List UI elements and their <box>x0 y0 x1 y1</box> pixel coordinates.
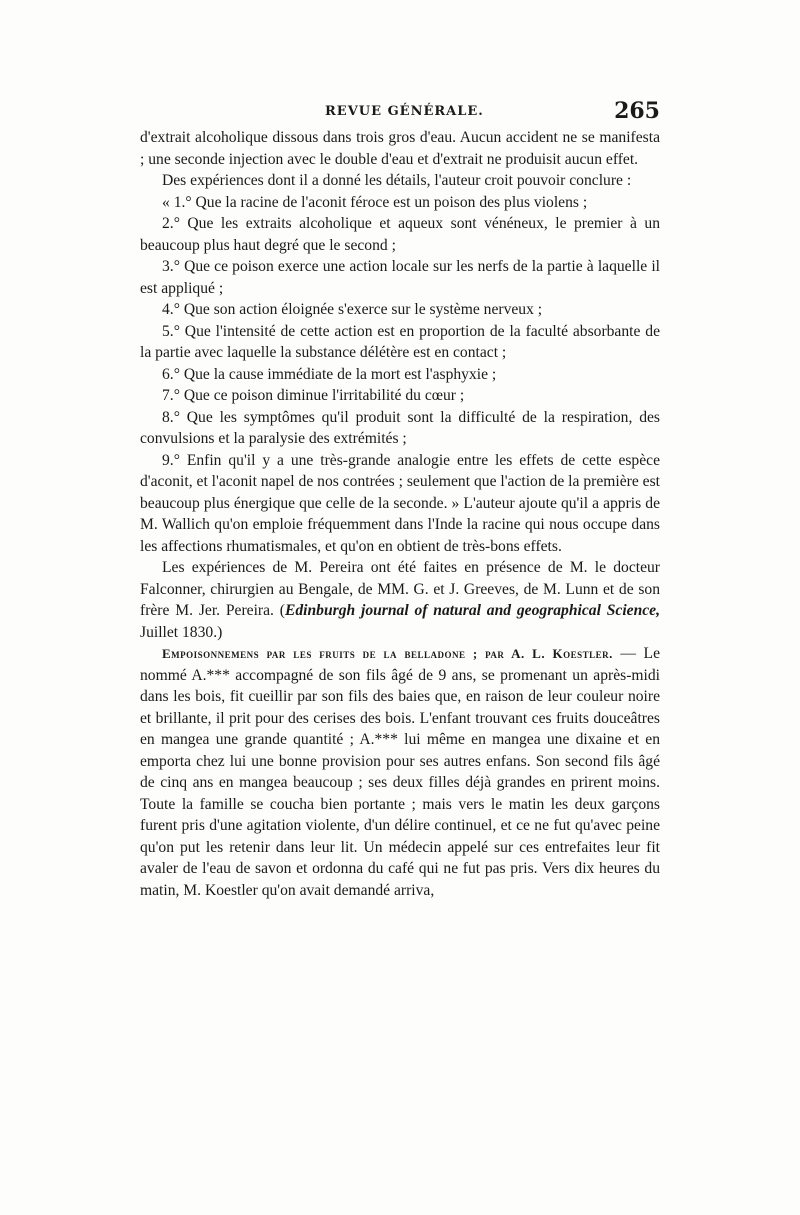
conclusion-item: 9.° Enfin qu'il y a une très-grande analogie entre les effets de cette espèce d'aconit, et l'aconit napel de nos contrées ; seulement que l'action de la première est beaucoup plus énergique que celle de la seconde. » L'auteur ajoute qu'il a appris de M. Wallich qu'on emploie fréquemment dans l'Inde la racine qui nous occupe dans les affections rhumatismales, et qu'on en obtient de très-bons effets. <box>140 451 660 555</box>
conclusion-item: 6.° Que la cause immédiate de la mort est l'asphyxie ; <box>162 365 497 383</box>
paragraph <box>140 643 660 901</box>
conclusion-item: « 1.° Que la racine de l'aconit féroce est un poison des plus violens ; <box>162 193 588 211</box>
citation-date: Juillet 1830.) <box>140 623 223 641</box>
conclusion-item: 4.° Que son action éloignée s'exerce sur le système nerveux ; <box>162 301 543 318</box>
page-header <box>140 98 660 128</box>
paragraph: d'extrait alcoholique dissous dans trois gros d'eau. Aucun accident ne se manifesta ; une seconde injection avec le double d'eau et d'extrait ne produisit aucun effet. <box>140 129 660 168</box>
citation-text: Les expériences de M. Pereira ont été faites en présence de M. le docteur Falconner, chirurgien au Bengale, de MM. G. et J. Greeves, de M. Lunn et de son frère M. Jer. Pereira. ( <box>140 559 660 619</box>
conclusion-item: 7.° Que ce poison diminue l'irritabilité du cœur ; <box>162 387 465 404</box>
paragraph: Des expériences dont il a donné les détails, l'auteur croit pouvoir conclure : <box>162 172 632 189</box>
conclusion-item: 8.° Que les symptômes qu'il produit sont la difficulté de la respiration, des convulsions et la paralysie des extrémités ; <box>140 408 660 447</box>
conclusion-item: 3.° Que ce poison exerce une action locale sur les nerfs de la partie à laquelle il est appliqué ; <box>140 258 660 297</box>
conclusion-item: 5.° Que l'intensité de cette action est en proportion de la faculté absorbante de la partie avec laquelle la substance délétère est en contact ; <box>140 322 660 361</box>
paragraph <box>140 557 660 643</box>
body-text <box>140 127 660 901</box>
section-text: — Le nommé A.*** accompagné de son fils âgé de 9 ans, se promenant un après-midi dans les bois, fit cueillir par son fils des baies que, en raison de leur couleur noire et brillante, il prit pour des cerises des bois. L'enfant trouvant ces fruits douceâtres en mangea une grande quantité ; A.*** lui même en mangea une dixaine et en emporta chez lui une bonne provision pour ses autres enfans. Son second fils âgé de cinq ans en mangea beaucoup ; ses deux filles déjà grandes en prirent moins. Toute la famille se coucha bien portante ; mais vers le matin les deux garçons furent pris d'une agitation violente, d'un délire continuel, et ce ne fut qu'avec peine qu'on put les retenir dans leur lit. Un médecin appelé sur ces entrefaites leur fit avaler de l'eau de savon et ordonna du café qui ne fut pas pris. Vers dix heures du matin, M. Koestler qu'on avait demandé arriva, <box>140 645 661 899</box>
conclusion-item: 2.° Que les extraits alcoholique et aqueux sont vénéneux, le premier à un beaucoup plus haut degré que le second ; <box>140 215 660 254</box>
running-head: REVUE GÉNÉRALE. <box>325 104 484 119</box>
section-heading: Empoisonnemens par les fruits de la belladone ; par A. L. Koestler. <box>162 646 613 661</box>
page-number: 265 <box>614 98 660 124</box>
journal-title: Edinburgh journal of natural and geographical Science, <box>284 602 660 619</box>
